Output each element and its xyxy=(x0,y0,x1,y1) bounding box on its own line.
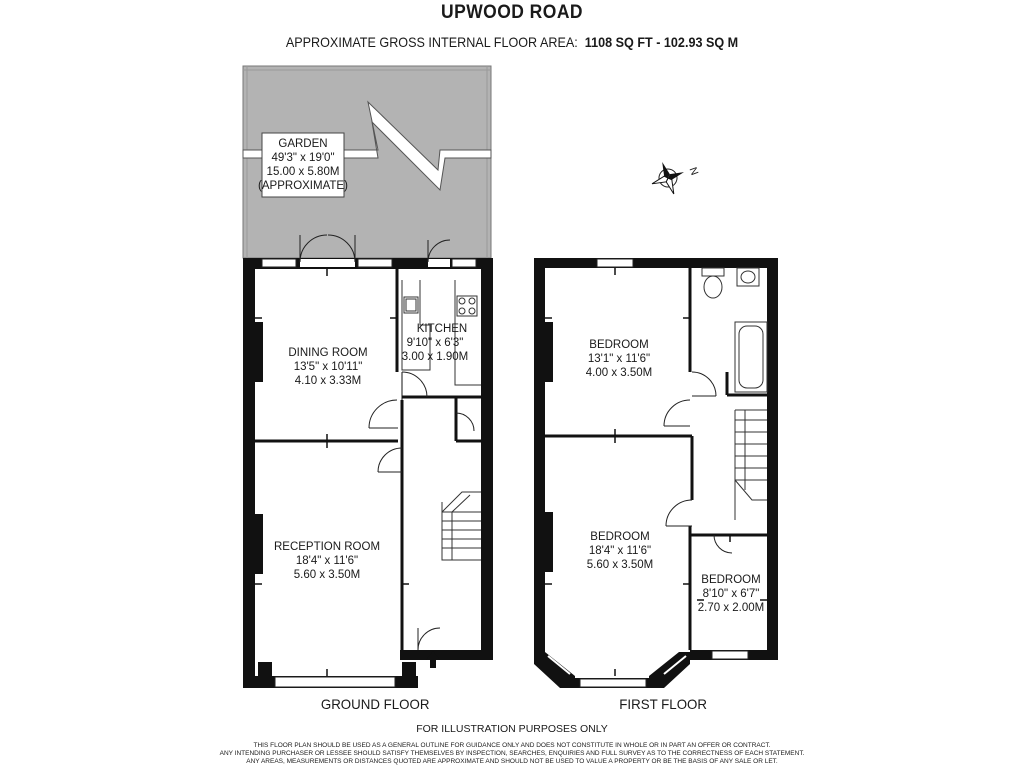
bedroom-rear-imperial: 13'1" x 11'6" xyxy=(587,353,651,365)
bedroom-front-imperial: 18'4" x 11'6" xyxy=(588,545,652,557)
illustration-note: FOR ILLUSTRATION PURPOSES ONLY xyxy=(416,723,608,735)
first-floor-plan xyxy=(534,258,778,688)
floor-area-value: 1108 SQ FT - 102.93 SQ M xyxy=(584,34,739,50)
garden-metric: 15.00 x 5.80M xyxy=(266,166,340,178)
disclaimer-line-3: ANY AREAS, MEASUREMENTS OR DISTANCES QUOTED ARE APPROXIMATE AND SHOULD NOT BE USED TO VALUE A PROPERTY OR BE THE BASIS OF ANY SALE OR LET. xyxy=(246,758,778,765)
ground-floor-label: GROUND FLOOR xyxy=(320,696,430,712)
reception-room-imperial: 18'4" x 11'6" xyxy=(295,555,359,567)
bedroom-rear-metric: 4.00 x 3.50M xyxy=(585,367,653,379)
garden-name: GARDEN xyxy=(278,138,328,150)
first-floor-label: FIRST FLOOR xyxy=(619,696,708,712)
dining-room-imperial: 13'5" x 10'11" xyxy=(293,361,363,373)
reception-room-name: RECEPTION ROOM xyxy=(273,541,381,553)
bedroom-front-metric: 5.60 x 3.50M xyxy=(586,559,654,571)
kitchen-name: KITCHEN xyxy=(416,323,468,335)
disclaimer-line-1: THIS FLOOR PLAN SHOULD BE USED AS A GENERAL OUTLINE FOR GUIDANCE ONLY AND DOES NOT CONSTITUTE IN WHOLE OR IN PART AN OFFER OR CONTRACT. xyxy=(253,742,771,749)
compass-icon xyxy=(646,156,690,200)
garden-note: (APPROXIMATE) xyxy=(258,180,348,192)
reception-room-metric: 5.60 x 3.50M xyxy=(293,569,361,581)
bedroom-rear-name: BEDROOM xyxy=(589,339,649,351)
dining-room-name: DINING ROOM xyxy=(288,347,368,359)
garden-imperial: 49'3" x 19'0" xyxy=(271,152,335,164)
bedroom-small-metric: 2.70 x 2.00M xyxy=(697,602,765,614)
compass-north-label: N xyxy=(686,165,701,177)
kitchen-metric: 3.00 x 1.90M xyxy=(401,351,469,363)
disclaimer-line-2: ANY INTENDING PURCHASER OR LESSEE SHOULD SATISFY THEMSELVES BY INSPECTION, SEARCHES, ENQUIRIES AND FULL SURVEY AS TO THE CORRECTNESS OF EACH STATEMENT. xyxy=(219,750,805,757)
floor-area-label: APPROXIMATE GROSS INTERNAL FLOOR AREA: xyxy=(285,34,578,50)
dining-room-metric: 4.10 x 3.33M xyxy=(294,375,362,387)
bedroom-small-name: BEDROOM xyxy=(701,574,761,586)
plan-title: UPWOOD ROAD xyxy=(441,2,583,23)
bedroom-small-imperial: 8'10" x 6'7" xyxy=(702,588,760,600)
ground-floor-plan xyxy=(243,235,493,688)
kitchen-imperial: 9'10" x 6'3" xyxy=(406,337,464,349)
bedroom-front-name: BEDROOM xyxy=(590,531,650,543)
